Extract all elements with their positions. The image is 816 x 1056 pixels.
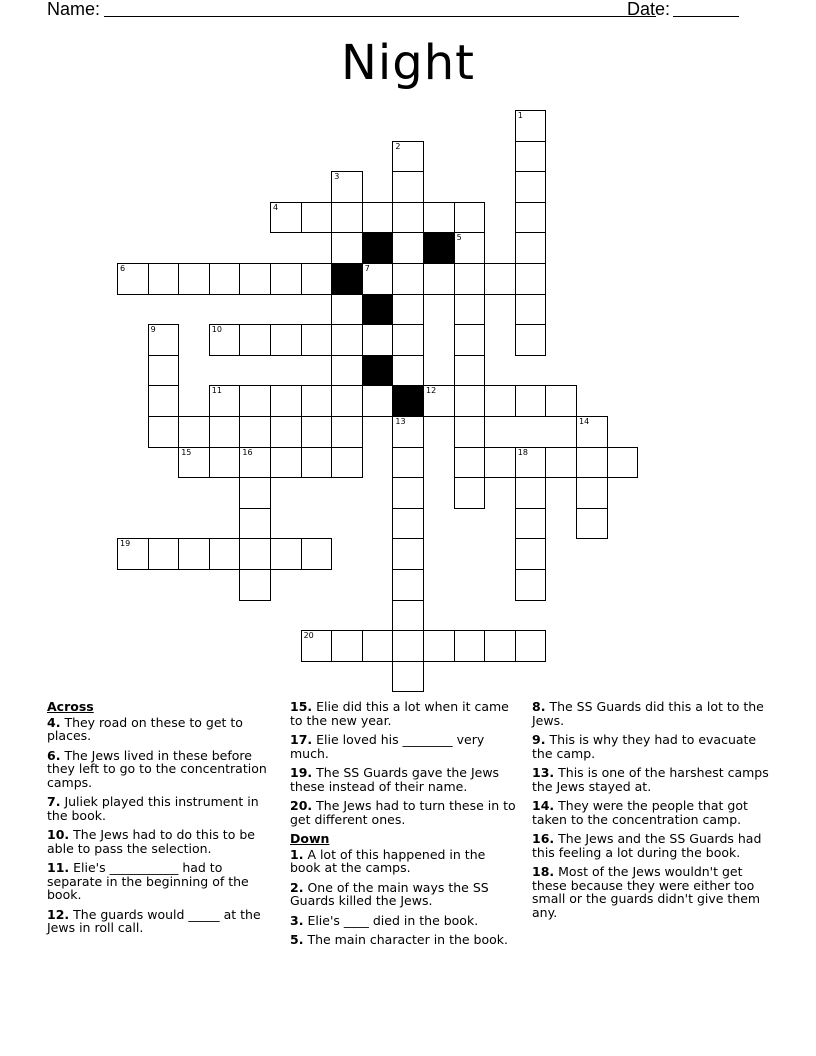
crossword-cell[interactable] bbox=[239, 508, 271, 540]
crossword-cell[interactable] bbox=[362, 324, 394, 356]
crossword-cell[interactable] bbox=[209, 538, 241, 570]
crossword-cell[interactable] bbox=[454, 263, 486, 295]
crossword-cell[interactable] bbox=[392, 508, 424, 540]
clue-number: 10. bbox=[47, 827, 70, 842]
crossword-cell[interactable] bbox=[239, 385, 271, 417]
crossword-cell[interactable] bbox=[392, 202, 424, 234]
clue-number: 11. bbox=[47, 860, 70, 875]
clue-number: 20. bbox=[290, 798, 313, 813]
crossword-cell[interactable] bbox=[331, 171, 363, 203]
crossword-cell[interactable] bbox=[209, 447, 241, 479]
clue-across-12 bbox=[47, 908, 275, 935]
crossword-cell[interactable] bbox=[576, 508, 608, 540]
crossword-cell[interactable] bbox=[515, 202, 547, 234]
cell-number: 4 bbox=[273, 202, 279, 212]
crossword-cell[interactable] bbox=[178, 416, 210, 448]
cell-number: 18 bbox=[517, 447, 528, 457]
crossword-cell[interactable] bbox=[454, 447, 486, 479]
crossword-cell[interactable] bbox=[270, 324, 302, 356]
crossword-cell[interactable] bbox=[178, 447, 210, 479]
crossword-cell[interactable] bbox=[239, 324, 271, 356]
clue-number: 19. bbox=[290, 765, 313, 780]
clue-text: Most of the Jews wouldn't get these because they were either too small or the guards didn't give them any. bbox=[532, 864, 761, 920]
crossword-block bbox=[392, 385, 424, 417]
crossword-cell[interactable] bbox=[423, 263, 455, 295]
cell-number: 2 bbox=[395, 141, 401, 151]
crossword-cell[interactable] bbox=[454, 355, 486, 387]
crossword-cell[interactable] bbox=[301, 263, 333, 295]
cell-number: 6 bbox=[120, 264, 126, 273]
crossword-cell[interactable] bbox=[239, 569, 271, 601]
date-field[interactable] bbox=[673, 16, 739, 17]
crossword-cell[interactable] bbox=[545, 385, 577, 417]
cell-number: 19 bbox=[120, 539, 131, 549]
header bbox=[47, 0, 747, 22]
cell-number: 12 bbox=[426, 386, 437, 396]
crossword-cell[interactable] bbox=[454, 232, 486, 264]
cell-number: 1 bbox=[517, 111, 523, 120]
crossword-cell[interactable] bbox=[454, 416, 486, 448]
cell-number: 9 bbox=[150, 325, 156, 335]
crossword-cell[interactable] bbox=[270, 385, 302, 417]
crossword-cell[interactable] bbox=[515, 447, 547, 479]
crossword-cell[interactable] bbox=[545, 447, 577, 479]
clue-across-4 bbox=[47, 716, 275, 743]
crossword-cell[interactable] bbox=[515, 141, 547, 173]
clue-text: The Jews lived in these before they left to go to the concentration camps. bbox=[47, 747, 267, 790]
crossword-cell[interactable] bbox=[301, 538, 333, 570]
crossword-block bbox=[362, 232, 394, 264]
crossword-cell[interactable] bbox=[423, 385, 455, 417]
crossword-cell[interactable] bbox=[392, 600, 424, 632]
crossword-cell[interactable] bbox=[392, 171, 424, 203]
clue-text: The SS Guards did this a lot to the Jews. bbox=[532, 699, 764, 728]
crossword-block bbox=[331, 263, 363, 295]
clue-number: 15. bbox=[290, 699, 313, 714]
crossword-cell[interactable] bbox=[454, 202, 486, 234]
crossword-cell[interactable] bbox=[270, 416, 302, 448]
cell-number: 16 bbox=[242, 447, 253, 457]
crossword-cell[interactable] bbox=[331, 385, 363, 417]
crossword-cell[interactable] bbox=[331, 355, 363, 387]
cell-number: 14 bbox=[579, 417, 590, 426]
crossword-cell[interactable] bbox=[362, 385, 394, 417]
crossword-cell[interactable] bbox=[239, 263, 271, 295]
clue-text: They road on these to get to places. bbox=[47, 714, 243, 743]
crossword-cell[interactable] bbox=[301, 416, 333, 448]
date-label: Date: bbox=[627, 0, 671, 19]
crossword-cell[interactable] bbox=[209, 324, 241, 356]
clue-down-1 bbox=[290, 848, 518, 875]
clue-text: A lot of this happened in the book at the camps. bbox=[290, 846, 486, 875]
crossword-cell[interactable] bbox=[515, 508, 547, 540]
crossword-cell[interactable] bbox=[209, 263, 241, 295]
clue-across-19 bbox=[290, 766, 518, 793]
crossword-cell[interactable] bbox=[392, 538, 424, 570]
clue-text: The Jews had to turn these in to get different ones. bbox=[290, 798, 516, 827]
crossword-cell[interactable] bbox=[148, 324, 180, 356]
crossword-cell[interactable] bbox=[392, 263, 424, 295]
clue-number: 13. bbox=[532, 765, 555, 780]
clue-text: They were the people that got taken to the concentration camp. bbox=[532, 798, 748, 827]
cell-number: 3 bbox=[334, 172, 340, 182]
cell-number: 10 bbox=[211, 325, 222, 335]
clue-number: 12. bbox=[47, 906, 70, 922]
crossword-cell[interactable] bbox=[270, 447, 302, 479]
clue-number: 3. bbox=[290, 912, 304, 928]
crossword-cell[interactable] bbox=[484, 630, 516, 662]
crossword-cell[interactable] bbox=[515, 324, 547, 356]
crossword-cell[interactable] bbox=[484, 385, 516, 417]
clue-down-16 bbox=[532, 832, 770, 859]
clue-across-10 bbox=[47, 828, 275, 855]
clue-text: Elie's ___________ had to separate in the beginning of the book. bbox=[47, 860, 249, 902]
crossword-cell[interactable] bbox=[362, 202, 394, 234]
crossword-cell[interactable] bbox=[301, 630, 333, 662]
clue-number: 18. bbox=[532, 864, 555, 879]
clue-text: Elie did this a lot when it came to the new year. bbox=[290, 699, 509, 728]
crossword-cell[interactable] bbox=[270, 538, 302, 570]
crossword-cell[interactable] bbox=[331, 294, 363, 326]
crossword-cell[interactable] bbox=[515, 232, 547, 264]
cell-number: 15 bbox=[181, 447, 192, 457]
crossword-cell[interactable] bbox=[270, 263, 302, 295]
crossword-cell[interactable] bbox=[515, 263, 547, 295]
crossword-cell[interactable] bbox=[362, 630, 394, 662]
crossword-cell[interactable] bbox=[178, 538, 210, 570]
crossword-cell[interactable] bbox=[239, 416, 271, 448]
clue-column-3 bbox=[532, 700, 770, 925]
crossword-cell[interactable] bbox=[392, 477, 424, 509]
clue-text: Elie loved his ________ very much. bbox=[290, 732, 485, 761]
clue-text: This is one of the harshest camps the Jews stayed at. bbox=[532, 765, 769, 794]
clue-down-9 bbox=[532, 733, 770, 760]
clue-number: 14. bbox=[532, 798, 555, 813]
clue-down-2 bbox=[290, 881, 518, 908]
crossword-cell[interactable] bbox=[392, 294, 424, 326]
crossword-cell[interactable] bbox=[607, 447, 639, 479]
clue-number: 2. bbox=[290, 879, 304, 895]
crossword-cell[interactable] bbox=[148, 416, 180, 448]
crossword-cell[interactable] bbox=[117, 263, 149, 295]
crossword-cell[interactable] bbox=[392, 324, 424, 356]
crossword-cell[interactable] bbox=[178, 263, 210, 295]
crossword-cell[interactable] bbox=[392, 232, 424, 264]
clue-text: The Jews had to do this to be able to pass the selection. bbox=[47, 827, 255, 856]
clue-number: 17. bbox=[290, 732, 313, 747]
clue-down-3 bbox=[290, 914, 518, 928]
clue-text: This is why they had to evacuate the camp. bbox=[532, 732, 757, 761]
clue-column-2 bbox=[290, 700, 518, 953]
crossword-cell[interactable] bbox=[515, 477, 547, 509]
clue-number: 8. bbox=[532, 699, 546, 714]
cell-number: 7 bbox=[364, 264, 370, 273]
crossword-cell[interactable] bbox=[515, 538, 547, 570]
clue-text: The main character in the book. bbox=[307, 932, 508, 947]
clue-text: One of the main ways the SS Guards killed the Jews. bbox=[290, 879, 489, 908]
crossword-cell[interactable] bbox=[148, 263, 180, 295]
clue-down-5 bbox=[290, 933, 518, 947]
crossword-cell[interactable] bbox=[301, 447, 333, 479]
crossword-cell[interactable] bbox=[331, 202, 363, 234]
clue-text: The guards would _____ at the Jews in roll call. bbox=[47, 906, 261, 935]
down-heading: Down bbox=[290, 831, 330, 846]
crossword-cell[interactable] bbox=[331, 232, 363, 264]
clue-number: 16. bbox=[532, 831, 555, 846]
crossword-cell[interactable] bbox=[362, 263, 394, 295]
clue-number: 7. bbox=[47, 794, 61, 809]
clue-across-6 bbox=[47, 749, 275, 790]
crossword-cell[interactable] bbox=[392, 661, 424, 693]
crossword-cell[interactable] bbox=[331, 447, 363, 479]
clue-across-17 bbox=[290, 733, 518, 760]
crossword-block bbox=[423, 232, 455, 264]
clue-down-18 bbox=[532, 865, 770, 919]
crossword-cell[interactable] bbox=[331, 416, 363, 448]
crossword-cell[interactable] bbox=[270, 202, 302, 234]
name-label: Name: bbox=[47, 0, 101, 19]
clue-text: Elie's ____ died in the book. bbox=[307, 912, 479, 928]
crossword-cell[interactable] bbox=[515, 110, 547, 142]
clue-number: 1. bbox=[290, 846, 304, 862]
crossword-block bbox=[362, 355, 394, 387]
clue-number: 4. bbox=[47, 714, 61, 730]
clue-text: Juliek played this instrument in the book. bbox=[47, 794, 259, 823]
crossword-cell[interactable] bbox=[209, 416, 241, 448]
crossword-cell[interactable] bbox=[392, 355, 424, 387]
crossword-cell[interactable] bbox=[454, 385, 486, 417]
crossword-cell[interactable] bbox=[576, 477, 608, 509]
crossword-cell[interactable] bbox=[392, 447, 424, 479]
clue-number: 6. bbox=[47, 747, 61, 763]
cell-number: 13 bbox=[395, 417, 406, 426]
crossword-cell[interactable] bbox=[239, 477, 271, 509]
crossword-cell[interactable] bbox=[148, 355, 180, 387]
crossword-block bbox=[362, 294, 394, 326]
crossword-cell[interactable] bbox=[331, 630, 363, 662]
crossword-cell[interactable] bbox=[209, 385, 241, 417]
crossword-cell[interactable] bbox=[576, 447, 608, 479]
clue-text: The SS Guards gave the Jews these instead of their name. bbox=[290, 765, 500, 794]
crossword-cell[interactable] bbox=[454, 477, 486, 509]
crossword-cell[interactable] bbox=[515, 294, 547, 326]
clue-across-7 bbox=[47, 795, 275, 822]
clue-text: The Jews and the SS Guards had this feeling a lot during the book. bbox=[532, 831, 762, 860]
crossword-cell[interactable] bbox=[301, 324, 333, 356]
crossword-cell[interactable] bbox=[239, 447, 271, 479]
crossword-cell[interactable] bbox=[148, 385, 180, 417]
crossword-cell[interactable] bbox=[301, 202, 333, 234]
crossword-cell[interactable] bbox=[515, 569, 547, 601]
crossword-cell[interactable] bbox=[392, 569, 424, 601]
crossword-cell[interactable] bbox=[423, 630, 455, 662]
clue-down-8 bbox=[532, 700, 770, 727]
crossword-cell[interactable] bbox=[454, 324, 486, 356]
crossword-cell[interactable] bbox=[392, 416, 424, 448]
crossword-cell[interactable] bbox=[117, 538, 149, 570]
crossword-cell[interactable] bbox=[239, 538, 271, 570]
crossword-cell[interactable] bbox=[484, 447, 516, 479]
clue-down-13 bbox=[532, 766, 770, 793]
name-field[interactable] bbox=[104, 16, 656, 17]
crossword-cell[interactable] bbox=[392, 630, 424, 662]
clue-across-15 bbox=[290, 700, 518, 727]
page-title: Night bbox=[341, 35, 475, 91]
crossword-cell[interactable] bbox=[454, 630, 486, 662]
crossword-cell[interactable] bbox=[515, 385, 547, 417]
crossword-cell[interactable] bbox=[148, 538, 180, 570]
cell-number: 20 bbox=[303, 631, 314, 641]
crossword-cell[interactable] bbox=[515, 171, 547, 203]
clue-down-14 bbox=[532, 799, 770, 826]
crossword-cell[interactable] bbox=[576, 416, 608, 448]
clue-column-1 bbox=[47, 700, 275, 941]
clue-number: 9. bbox=[532, 732, 546, 747]
crossword-cell[interactable] bbox=[331, 324, 363, 356]
crossword-cell[interactable] bbox=[392, 141, 424, 173]
crossword-cell[interactable] bbox=[515, 630, 547, 662]
cell-number: 5 bbox=[456, 233, 462, 243]
crossword-cell[interactable] bbox=[423, 202, 455, 234]
across-heading: Across bbox=[47, 699, 94, 714]
clue-across-11 bbox=[47, 861, 275, 902]
clue-across-20 bbox=[290, 799, 518, 826]
clue-number: 5. bbox=[290, 932, 304, 947]
crossword-cell[interactable] bbox=[484, 263, 516, 295]
cell-number: 11 bbox=[211, 386, 222, 396]
crossword-cell[interactable] bbox=[301, 385, 333, 417]
crossword-cell[interactable] bbox=[454, 294, 486, 326]
